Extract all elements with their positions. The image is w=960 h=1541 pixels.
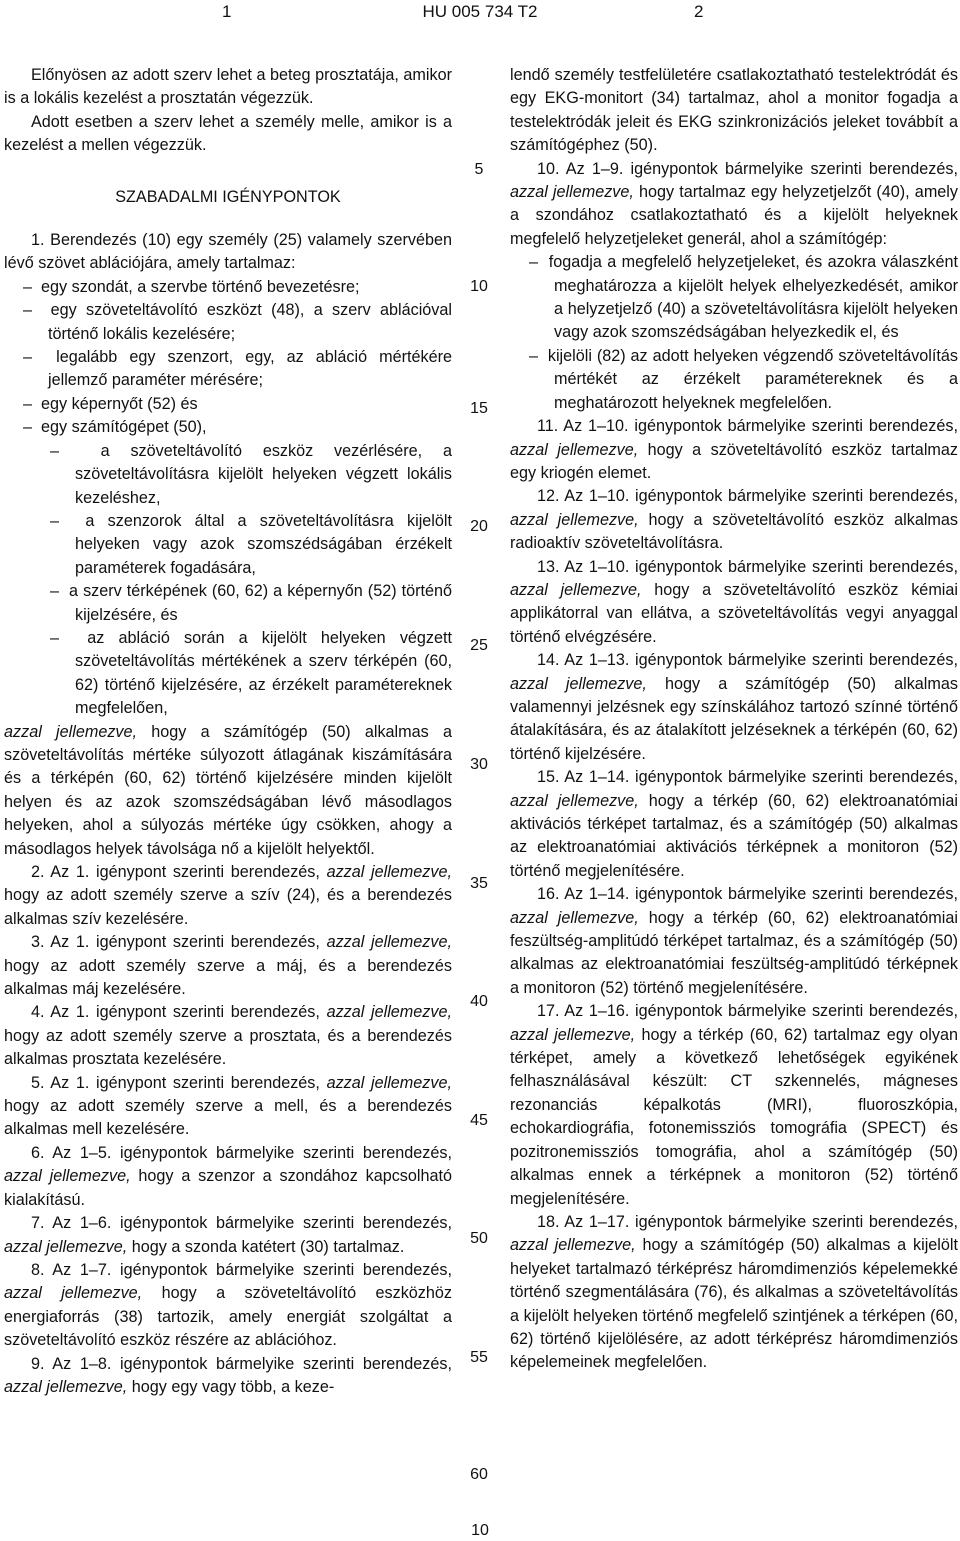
dash-glyph: – xyxy=(50,441,101,460)
page-number: 10 xyxy=(471,1522,489,1539)
claim-1-subitem: – a szöveteltávolító eszköz vezérlésére, a szöveteltávolításra kijelölt helyeken végzett lokális kezeléshez, xyxy=(50,441,452,507)
claim-3: 3. Az 1. igénypont szerinti berendezés, azzal jellemezve, hogy az adott személy szerve a máj, és a berendezés alkalmas máj kezelésére. xyxy=(4,933,452,999)
claim-16: 16. Az 1–14. igénypontok bármelyike szerinti berendezés, azzal jellemezve, hogy a térkép (60, 62) elektroanatómiai feszültség-amplitúdó térképet tartalmaz, és a számítógép (50) alkalmas az elektroanatómiai feszültség-amplitúdó térképnek a monitoron (52) történő megjelenítésére. xyxy=(510,885,958,997)
intro-paragraph: Adott esetben a szerv lehet a személy melle, amikor is a kezelést a mellen végezzük. xyxy=(4,112,452,155)
dash-glyph: – xyxy=(50,582,70,601)
line-number: 40 xyxy=(470,993,488,1010)
claim-1-item: – egy szöveteltávolító eszközt (48), a szerv ablációval történő lokális kezelésére; xyxy=(23,301,452,343)
document-number: HU 005 734 T2 xyxy=(422,2,538,21)
claim-9: 9. Az 1–8. igénypontok bármelyike szerinti berendezés, azzal jellemezve, hogy egy vagy több, a keze- xyxy=(4,1354,452,1396)
claim-7: 7. Az 1–6. igénypontok bármelyike szerinti berendezés, azzal jellemezve, hogy a szonda katétert (30) tartalmaz. xyxy=(4,1214,452,1256)
claim-12: 12. Az 1–10. igénypontok bármelyike szerinti berendezés, azzal jellemezve, hogy a szöveteltávolító eszköz alkalmas radioaktív szöveteltávolításra. xyxy=(510,487,959,553)
claim-1-item: – egy számítógépet (50), xyxy=(23,418,207,437)
claim-1-item: – legalább egy szenzort, egy, az abláció mértékére jellemző paraméter mérésére; xyxy=(23,348,452,390)
claim-1-item: – egy szondát, a szervbe történő bevezetésre; xyxy=(23,277,360,296)
claim-15: 15. Az 1–14. igénypontok bármelyike szerinti berendezés, azzal jellemezve, hogy a térkép (60, 62) elektroanatómiai aktivációs térképet tartalmaz, és a számítógép (50) alkalmas az elektroanatómiai aktivációs térképnek a monitoron (52) történő megjelenítésére. xyxy=(510,768,958,880)
dash-glyph: – xyxy=(50,628,88,647)
dash-glyph: – xyxy=(23,301,51,320)
dash-glyph: – xyxy=(23,277,41,296)
claim-8: 8. Az 1–7. igénypontok bármelyike szerinti berendezés, azzal jellemezve, hogy a szöveteltávolító eszközhöz energiaforrás (38) tartozik, amely energiát szolgáltat a szöveteltávolító eszköz részére az ablációhoz. xyxy=(4,1260,452,1350)
claim-10-item: – kijelöli (82) az adott helyeken végzendő szöveteltávolítás mértékét az érzékelt paramétereknek és a meghatározott helyeknek megfelelően. xyxy=(529,346,958,412)
left-page-number: 1 xyxy=(222,2,232,21)
right-column xyxy=(510,64,958,1375)
line-number: 25 xyxy=(470,637,488,654)
line-number: 30 xyxy=(470,756,488,773)
claim-14: 14. Az 1–13. igénypontok bármelyike szerinti berendezés, azzal jellemezve, hogy a számítógép (50) alkalmas valamennyi jelzésnek egy színskálához tartozó színné történő átalakítására, és az átalakított jelzéseknek a térképén (60, 62) történő kijelzésére. xyxy=(510,651,958,763)
claim-1-intro: 1. Berendezés (10) egy személy (25) valamely szervében lévő szövet ablációjára, amely tartalmaz: xyxy=(4,231,452,273)
line-number: 60 xyxy=(470,1466,488,1483)
dash-glyph: – xyxy=(50,511,86,530)
line-number: 10 xyxy=(470,278,488,295)
dash-glyph: – xyxy=(529,253,549,272)
dash-glyph: – xyxy=(23,418,41,437)
section-title: SZABADALMI IGÉNYPONTOK xyxy=(115,187,341,206)
intro-paragraph: Előnyösen az adott szerv lehet a beteg prosztatája, amikor is a lokális kezelést a prosztatán végezzük. xyxy=(4,66,452,108)
claim-1-subitem: – az abláció során a kijelölt helyeken végzett szöveteltávolítás mértékének a szerv térképén (60, 62) történő kijelzésére, az érzékelt paramétereknek megfelelően, xyxy=(50,628,453,718)
right-page-number: 2 xyxy=(694,2,704,21)
claim-4: 4. Az 1. igénypont szerinti berendezés, azzal jellemezve, hogy az adott személy szerve a prosztata, és a berendezés alkalmas prosztata kezelésére. xyxy=(4,1003,452,1069)
claim-2: 2. Az 1. igénypont szerinti berendezés, azzal jellemezve, hogy az adott személy szerve a szív (24), és a berendezés alkalmas szív kezelésére. xyxy=(4,863,452,928)
claim-1-subitem: – a szenzorok által a szöveteltávolításra kijelölt helyeken vagy azok szomszédságában érzékelt paraméterek fogadására, xyxy=(50,511,452,577)
claim-18: 18. Az 1–17. igénypontok bármelyike szerinti berendezés, azzal jellemezve, hogy a számítógép (50) alkalmas a kijelölt helyeket tartalmazó térképrész háromdimenziós képelemekké történő szegmentálására (76), és alkalmas a szöveteltávolítás a kijelölt helyeken történő megfelelő szintjének a térképen (60, 62) történő kijelölésére, az adott térképrész háromdimenziós képelemeinek megfelelően. xyxy=(510,1212,958,1372)
line-number: 45 xyxy=(470,1112,488,1129)
line-number: 15 xyxy=(470,400,488,417)
claim-1-item: – egy képernyőt (52) és xyxy=(23,394,198,413)
claim-5: 5. Az 1. igénypont szerinti berendezés, azzal jellemezve, hogy az adott személy szerve a mell, és a berendezés alkalmas mell kezelésére. xyxy=(4,1073,452,1139)
line-number: 35 xyxy=(470,875,488,892)
dash-glyph: – xyxy=(529,346,548,365)
claim-13: 13. Az 1–10. igénypontok bármelyike szerinti berendezés, azzal jellemezve, hogy a szöveteltávolító eszköz kémiai applikátorral van ellátva, a szöveteltávolítás vegyi anyaggal történő elvégzésére. xyxy=(510,557,958,646)
claim-1-subitem: – a szerv térképének (60, 62) a képernyőn (52) történő kijelzésére, és xyxy=(50,582,453,624)
line-number: 20 xyxy=(470,518,488,535)
claim-10: 10. Az 1–9. igénypontok bármelyike szerinti berendezés, azzal jellemezve, hogy tartalmaz egy helyzetjelzőt (40), amely a szondához csatlakoztatható és a kijelölt helyeknek megfelelő helyzetjeleket generál, ahol a számítógép: xyxy=(510,159,958,248)
line-number: 50 xyxy=(470,1230,488,1247)
line-number: 5 xyxy=(474,161,484,178)
dash-glyph: – xyxy=(23,394,41,413)
claim-6: 6. Az 1–5. igénypontok bármelyike szerinti berendezés, azzal jellemezve, hogy a szenzor a szondához kapcsolható kialakítású. xyxy=(4,1143,452,1209)
claim-9-continuation: lendő személy testfelületére csatlakoztatható testelektródát és egy EKG-monitort (34) tartalmaz, ahol a monitor fogadja a testelektródák jeleit és EKG szinkronizációs jeleket továbbít a számítógéphez (50). xyxy=(510,66,958,155)
claim-11: 11. Az 1–10. igénypontok bármelyike szerinti berendezés, azzal jellemezve, hogy a szöveteltávolító eszköz tartalmaz egy kriogén elemet. xyxy=(510,417,958,482)
claim-17: 17. Az 1–16. igénypontok bármelyike szerinti berendezés, azzal jellemezve, hogy a térkép (60, 62) tartalmaz egy olyan térképet, amely a következő lehetőségek egyikének felhasználásával készült: CT szkennelés, mágneses rezonanciás képalkotás (MRI), fluoroszkópia, echokardiográfia, fotonemissziós tomográfia (SPECT) és pozitronemissziós tomográfia, ahol a számítógép (50) alkalmas ennek a térképnek a monitoron (52) történő megjelenítésére. xyxy=(510,1002,958,1208)
line-number: 55 xyxy=(470,1349,488,1366)
dash-glyph: – xyxy=(23,348,57,367)
left-column xyxy=(4,64,452,1399)
claim-1-characterizing: azzal jellemezve, hogy a számítógép (50) alkalmas a szöveteltávolítás mértéke súlyozott átlagának kiszámítására és a térképén (60, 62) történő kijelzésére minden kijelölt helyen és az azok szomszédságában lévő másodlagos helyeken, ahol a súlyozás mértéke úgy csökken, ahogy a másodlagos helyek távolsága nő a kijelölt helyektől. xyxy=(4,722,452,858)
claim-10-item: – fogadja a megfelelő helyzetjeleket, és azokra válaszként meghatározza a kijelölt helyek elhelyezkedését, amikor a helyzetjelző (40) a szöveteltávolításra kijelölt helyeken vagy azok szomszédságában helyezkedik el, és xyxy=(529,253,959,342)
